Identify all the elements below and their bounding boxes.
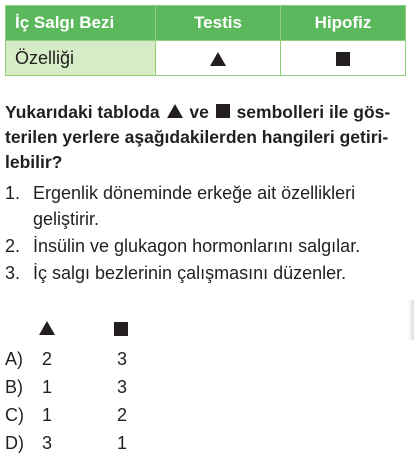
option-b[interactable] bbox=[5, 373, 205, 401]
statement-list bbox=[5, 180, 410, 287]
option-triangle-value: 3 bbox=[42, 433, 53, 453]
triangle-icon bbox=[39, 321, 55, 335]
triangle-icon bbox=[167, 104, 183, 118]
square-icon bbox=[336, 52, 350, 66]
option-letter: D) bbox=[5, 433, 24, 453]
statement-number: 2. bbox=[5, 236, 21, 256]
question-line-1 bbox=[5, 100, 407, 125]
statement-line: İç salgı bezlerinin çalışmasını düzenler. bbox=[33, 263, 347, 283]
question-line-2: terilen yerlere aşağıdakilerden hangileri getiri- bbox=[5, 127, 389, 147]
option-square-value: 3 bbox=[117, 377, 128, 397]
gland-table bbox=[5, 5, 406, 76]
option-letter: C) bbox=[5, 405, 24, 425]
question-text: Yukarıdaki tabloda bbox=[5, 102, 165, 122]
statement-line: Ergenlik döneminde erkeğe ait özellikleri bbox=[33, 183, 356, 203]
option-square-value: 2 bbox=[117, 405, 128, 425]
option-triangle-value: 1 bbox=[42, 405, 53, 425]
square-icon bbox=[114, 322, 128, 336]
statement-text bbox=[33, 260, 410, 286]
triangle-icon bbox=[210, 52, 226, 66]
option-c[interactable] bbox=[5, 401, 205, 429]
statement-text bbox=[33, 180, 410, 232]
page-edge-shadow bbox=[408, 300, 414, 340]
statement-line: geliştirir. bbox=[33, 209, 100, 229]
option-triangle-value: 1 bbox=[42, 377, 53, 397]
cell-testis bbox=[156, 41, 281, 76]
option-triangle-value: 2 bbox=[42, 349, 53, 369]
statement-item bbox=[5, 233, 410, 259]
question-text: sembolleri ile gös- bbox=[231, 102, 391, 122]
option-square-value: 1 bbox=[117, 433, 128, 453]
question-line-3: lebilir? bbox=[5, 152, 63, 172]
statement-item bbox=[5, 260, 410, 286]
row-label: Özelliği bbox=[6, 41, 156, 76]
statement-number: 3. bbox=[5, 263, 21, 283]
statement-item bbox=[5, 180, 410, 232]
statement-text bbox=[33, 233, 410, 259]
option-d[interactable] bbox=[5, 429, 205, 457]
option-letter: B) bbox=[5, 377, 23, 397]
header-testis: Testis bbox=[156, 6, 281, 41]
table-header-row bbox=[6, 6, 406, 41]
square-icon bbox=[216, 104, 230, 118]
answer-options bbox=[5, 345, 205, 457]
option-square-value: 3 bbox=[117, 349, 128, 369]
option-letter: A) bbox=[5, 349, 23, 369]
options-header bbox=[0, 321, 414, 337]
header-hipofiz: Hipofiz bbox=[281, 6, 406, 41]
cell-hipofiz bbox=[281, 41, 406, 76]
question-text: ve bbox=[184, 102, 214, 122]
table-row bbox=[6, 41, 406, 76]
question-stem bbox=[5, 100, 407, 175]
header-gland: İç Salgı Bezi bbox=[6, 6, 156, 41]
option-a[interactable] bbox=[5, 345, 205, 373]
statement-line: İnsülin ve glukagon hormonlarını salgılar. bbox=[33, 236, 361, 256]
statement-number: 1. bbox=[5, 183, 21, 203]
